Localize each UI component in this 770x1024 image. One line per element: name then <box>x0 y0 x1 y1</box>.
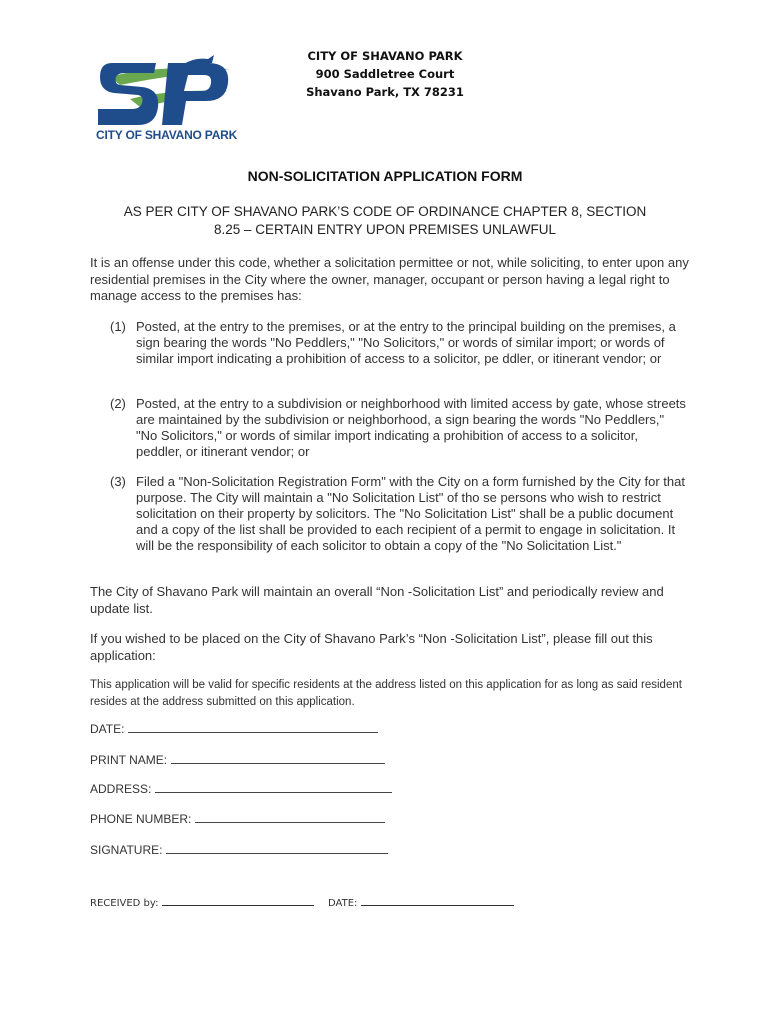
address-line-1: 900 Saddletree Court <box>315 67 455 81</box>
phone-number-line[interactable] <box>195 821 385 823</box>
date-line[interactable] <box>128 731 378 733</box>
form-title: NON-SOLICITATION APPLICATION FORM <box>247 168 523 184</box>
item-number: (2) <box>110 396 126 411</box>
received-date-line[interactable] <box>361 905 514 906</box>
city-name: CITY OF SHAVANO PARK <box>307 49 463 63</box>
item-text: Posted, at the entry to a subdivision or neighborhood with limited access by gate, whose streets are maintained by the subdivision or neighborhood, a sign bearing the words "No Peddlers," "No Solicitors," or words of similar import indicating a prohibition of access to a solicitor, peddler, or itinerant vendor; or <box>136 396 686 459</box>
list-maintenance-paragraph: The City of Shavano Park will maintain an overall “Non -Solicitation List” and periodically review and update list. <box>90 584 664 616</box>
received-date-field[interactable] <box>328 898 514 909</box>
item-number: (1) <box>110 319 126 334</box>
date-label: DATE: <box>90 722 125 736</box>
received-date-label: DATE: <box>328 898 358 909</box>
signature-field[interactable] <box>90 843 388 857</box>
print-name-line[interactable] <box>171 762 385 764</box>
item-text: Filed a "Non-Solicitation Registration Form" with the City on a form furnished by the City for that purpose. The City will maintain a "No Solicitation List" of tho se persons who wish to restrict solicitation on their property by solicitors. The "No Solicitation List" shall be a public document and a copy of the list shall be provided to each recipient of a permit to engage in solicitation. It will be the responsibility of each solicitor to obtain a copy of the "No Solicitation List." <box>136 474 685 553</box>
address-field[interactable] <box>90 782 392 796</box>
signature-label: SIGNATURE: <box>90 843 163 857</box>
address-line[interactable] <box>155 791 392 793</box>
validity-paragraph: This application will be valid for specific residents at the address listed on this application for as long as said resident resides at the address submitted on this application. <box>90 679 682 708</box>
received-by-field[interactable] <box>90 898 314 909</box>
logo-caption: CITY OF SHAVANO PARK <box>96 128 238 142</box>
intro-paragraph: It is an offense under this code, whether a solicitation permittee or not, while soliciting, to enter upon any residential premises in the City where the owner, manager, occupant or person having a legal right to manage access to the premises has: <box>90 255 689 303</box>
apply-paragraph: If you wished to be placed on the City of Shavano Park’s “Non -Solicitation List”, please fill out this application: <box>90 631 653 663</box>
subtitle-line-2: 8.25 – CERTAIN ENTRY UPON PREMISES UNLAWFUL <box>213 222 557 237</box>
item-text: Posted, at the entry to the premises, or at the entry to the principal building on the premises, a sign bearing the words "No Peddlers," "No Solicitors," or words of similar import; or words of similar import indicating a prohibition of access to a solicitor, pe ddler, or itinerant vendor; or <box>136 319 676 366</box>
address-line-2: Shavano Park, TX 78231 <box>306 85 464 99</box>
received-by-label: RECEIVED by: <box>90 898 159 909</box>
city-header <box>0 47 770 101</box>
address-label: ADDRESS: <box>90 782 152 796</box>
print-name-field[interactable] <box>90 753 385 767</box>
phone-number-label: PHONE NUMBER: <box>90 812 192 826</box>
item-number: (3) <box>110 474 126 489</box>
subtitle-line-1: AS PER CITY OF SHAVANO PARK’S CODE OF ORDINANCE CHAPTER 8, SECTION <box>123 204 647 219</box>
signature-line[interactable] <box>166 852 388 854</box>
ordinance-subtitle <box>90 203 680 239</box>
received-by-line[interactable] <box>162 905 314 906</box>
print-name-label: PRINT NAME: <box>90 753 168 767</box>
date-field[interactable] <box>90 722 378 736</box>
phone-number-field[interactable] <box>90 812 385 826</box>
